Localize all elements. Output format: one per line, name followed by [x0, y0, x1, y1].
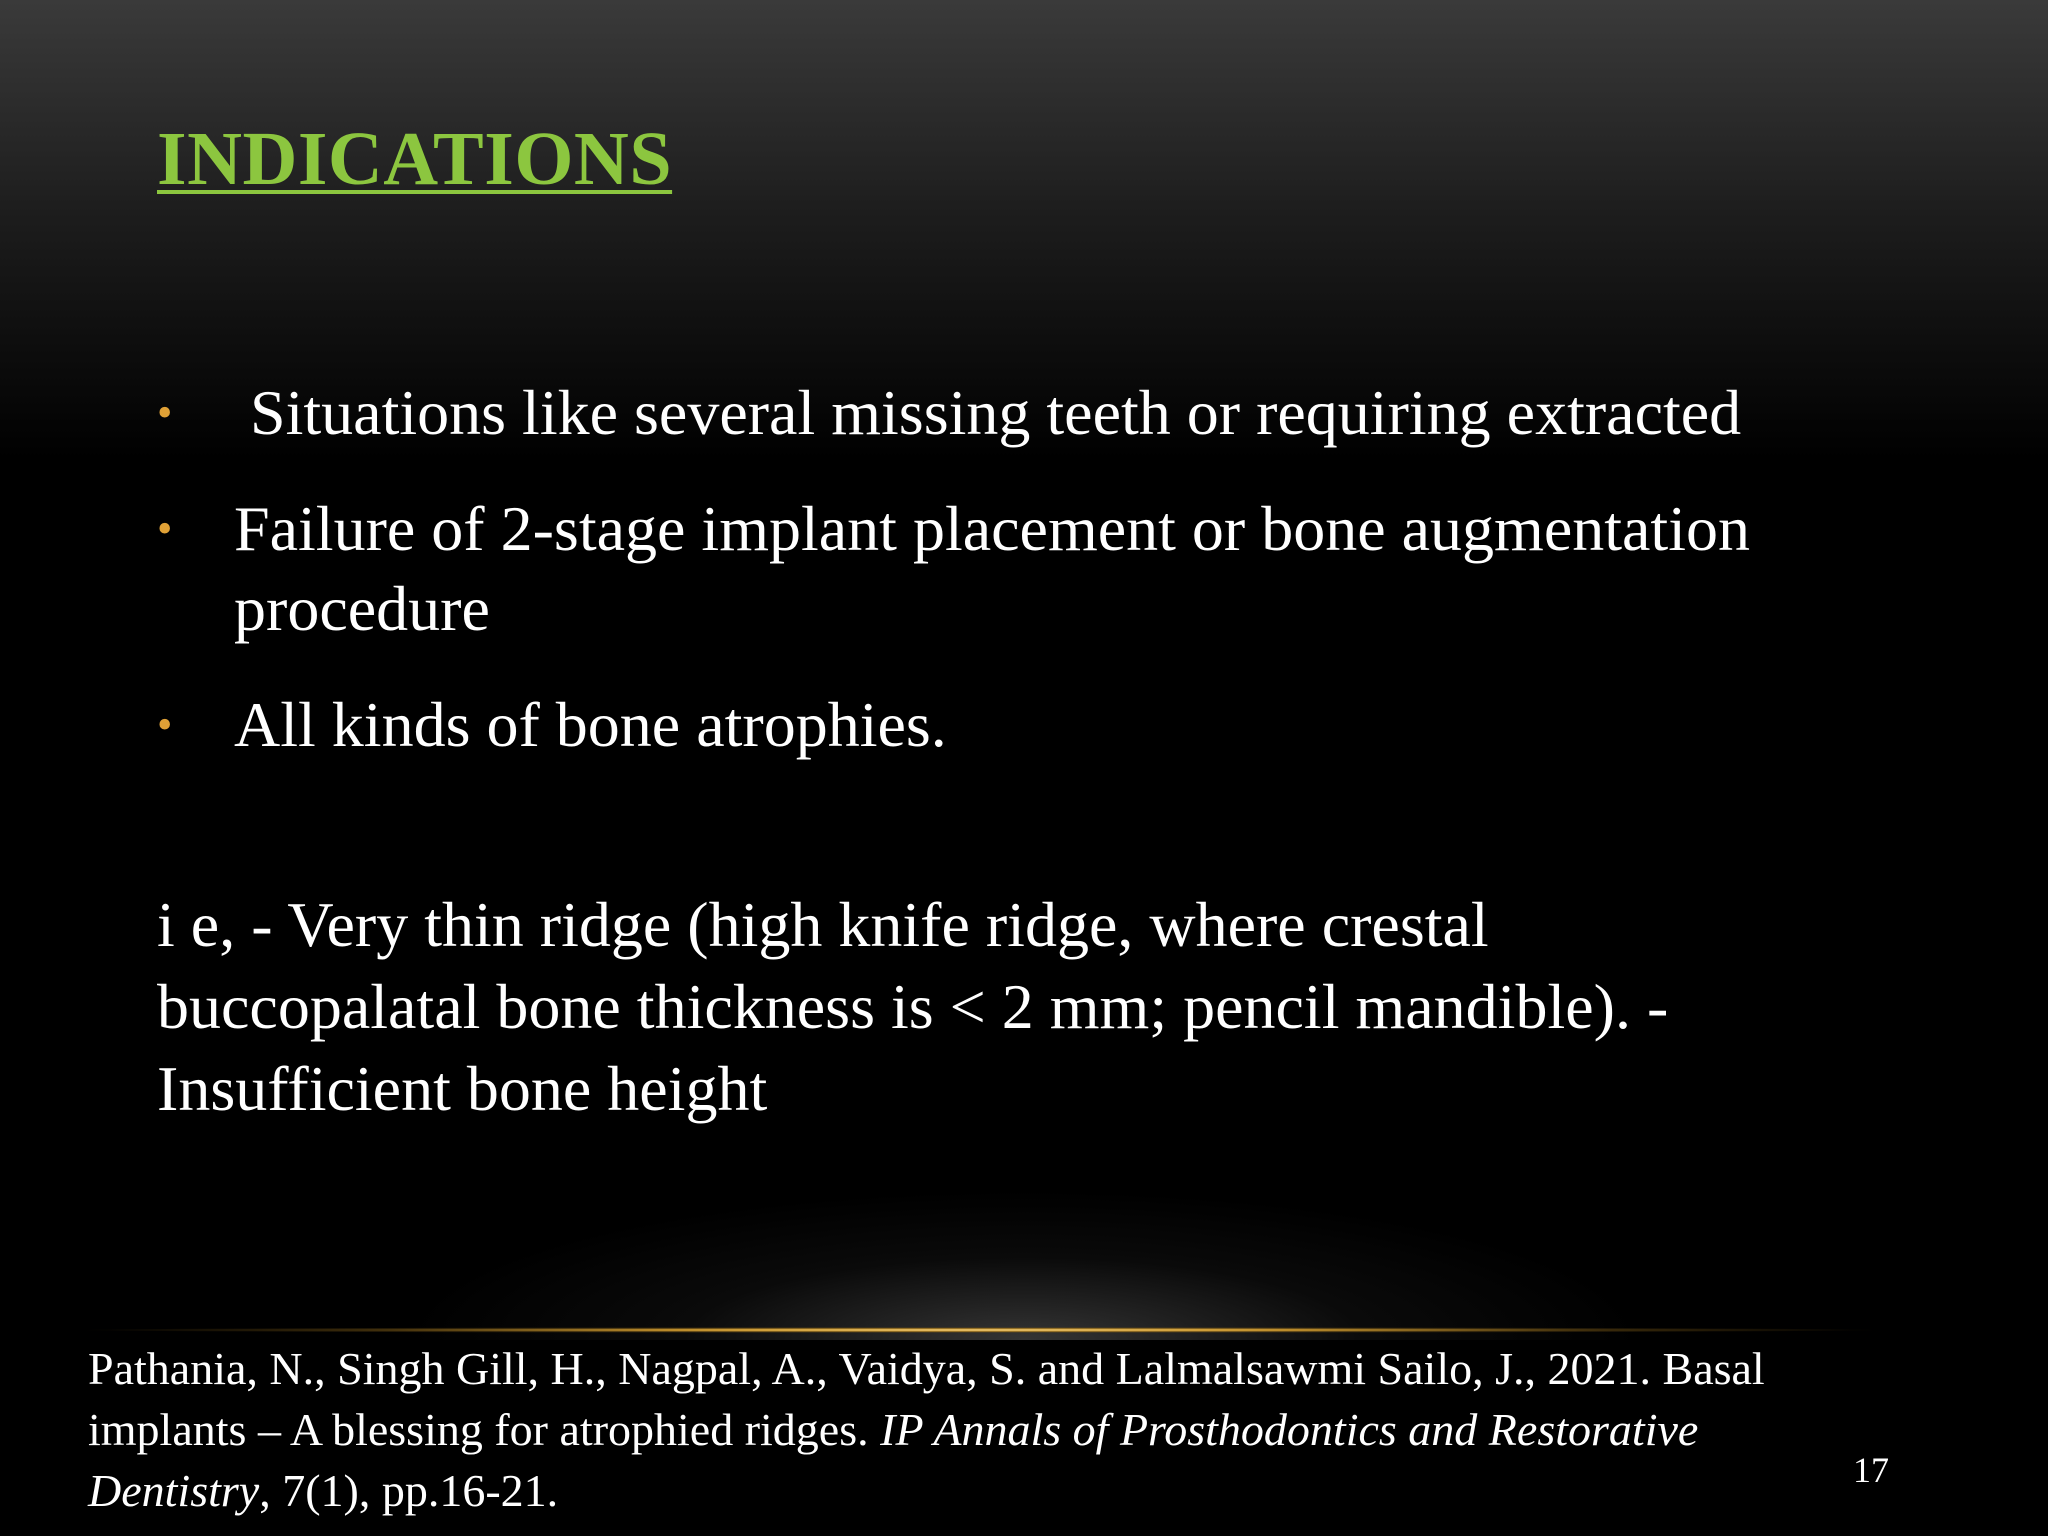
bullet-text: Situations like several missing teeth or requiring extracted: [234, 377, 1742, 448]
bullet-item: [157, 373, 1857, 453]
bullet-text: Failure of 2-stage implant placement or bone augmentation procedure: [234, 493, 1750, 644]
bullet-marker: •: [157, 504, 173, 553]
reference-authors-year: Pathania, N., Singh Gill, H., Nagpal, A., Vaidya, S. and Lalmalsawmi Sailo, J., 2021.: [88, 1343, 1652, 1394]
bullet-list: [157, 373, 1857, 801]
slide-title: INDICATIONS: [157, 117, 673, 201]
reference-volume-pages: , 7(1), pp.16-21.: [259, 1465, 559, 1516]
page-number: 17: [1853, 1450, 1889, 1490]
gold-divider-line: [80, 1327, 1880, 1333]
reference-journal: IP Annals of Prosthodontics and Restorative Dentistry: [88, 1404, 1699, 1516]
reference-citation: [88, 1338, 1848, 1521]
detail-paragraph: i e, - Very thin ridge (high knife ridge, where crestal buccopalatal bone thickness is < 2 mm; pencil mandible). - Insufficient bone height: [157, 889, 1669, 1124]
reference-article-title: Basal implants – A blessing for atrophied ridges.: [88, 1343, 1765, 1455]
bullet-marker: •: [157, 388, 173, 437]
bullet-item: [157, 489, 1857, 649]
bottom-glow: [0, 1150, 2048, 1340]
bullet-marker: •: [157, 700, 173, 749]
bullet-item: [157, 685, 1857, 765]
bullet-text: All kinds of bone atrophies.: [234, 689, 947, 760]
